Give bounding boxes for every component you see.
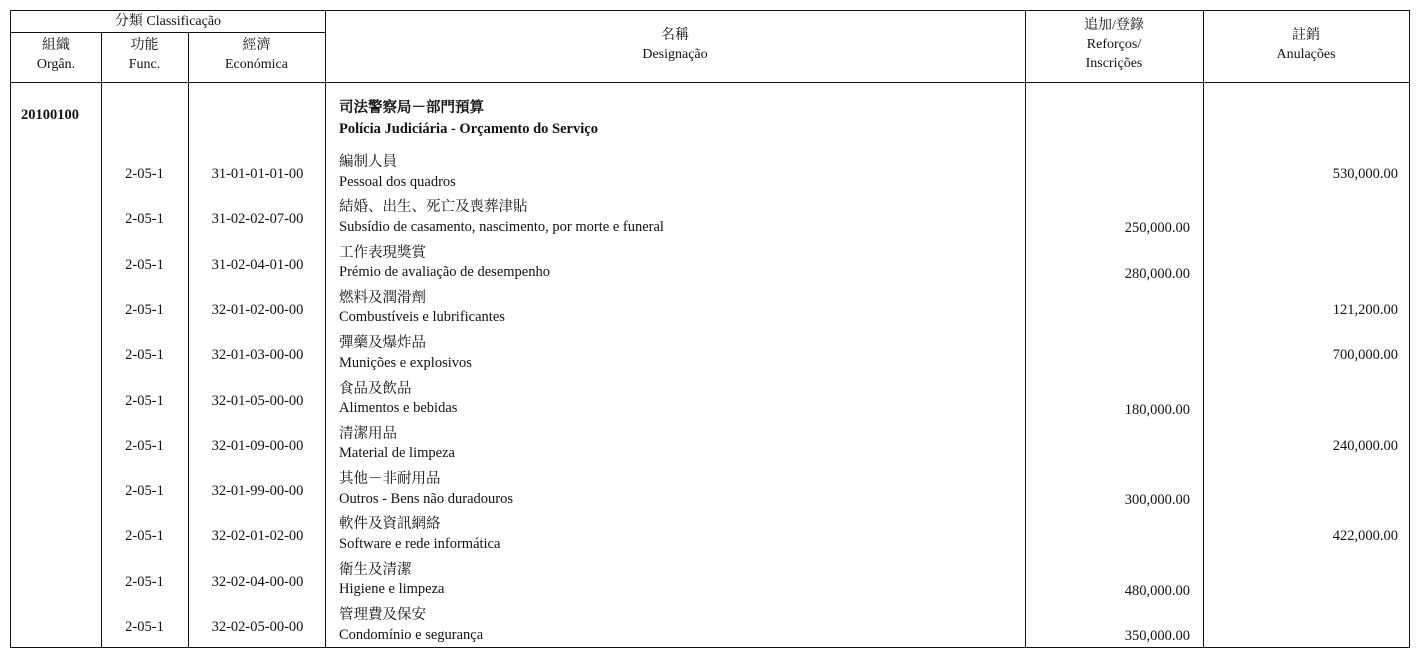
designation [339,470,1019,509]
reforcos-value: 480,000.00 [1124,582,1190,599]
func-code: 2-05-1 [125,211,164,228]
designation-zh: 彈藥及爆炸品 [339,335,426,352]
designation-zh: 清潔用品 [339,425,397,442]
designation [339,515,1019,554]
designation-zh: 結婚、出生、死亡及喪葬津貼 [339,199,528,216]
anulacoes-value: 530,000.00 [1332,166,1398,182]
designation-zh: 工作表現獎賞 [339,244,426,261]
econ-code: 32-01-09-00-00 [211,437,304,454]
econ-code: 32-01-03-00-00 [211,347,304,364]
reforcos-value: 250,000.00 [1124,220,1190,237]
table-row [11,198,1409,243]
func-code: 2-05-1 [125,256,164,273]
econ-code: 32-01-02-00-00 [211,301,304,318]
func-code: 2-05-1 [125,437,164,454]
designation-zh: 編制人員 [339,154,397,170]
func-code: 2-05-1 [125,301,164,318]
econ-code: 31-01-01-01-00 [211,166,304,182]
func-code: 2-05-1 [125,528,164,545]
designation [339,606,1019,645]
service-title: 司法警察局－部門預算 Polícia Judiciária - Orçamento do Serviço [339,100,598,137]
func-code: 2-05-1 [125,392,164,409]
designation-header: 名稱 Designação [642,28,708,62]
table-row [11,561,1409,606]
table-row [11,380,1409,425]
reforcos-value: 280,000.00 [1124,265,1190,282]
table-row [11,425,1409,470]
func-code: 2-05-1 [125,483,164,500]
econ-code: 31-02-02-07-00 [211,211,304,228]
designation-zh: 管理費及保安 [339,607,426,623]
designation [339,425,1019,464]
designation-pt: Condomínio e segurança [339,626,484,643]
designation [339,289,1019,328]
designation-pt: Software e rede informática [339,535,501,552]
header-divider [11,32,325,33]
designation-pt: Munições e explosivos [339,354,472,371]
header-bottom-line [11,82,1409,83]
reforcos-value: 180,000.00 [1124,401,1190,418]
func-header: 功能 Func. [128,38,161,72]
reforcos-value: 350,000.00 [1124,628,1190,644]
designation-pt: Combustíveis e lubrificantes [339,309,505,326]
econ-header: 經濟 Económica [225,38,288,72]
designation [339,198,1019,237]
designation [339,153,1019,192]
reforcos-value: 300,000.00 [1124,492,1190,509]
org-code: 20100100 [21,107,79,123]
designation-pt: Subsídio de casamento, nascimento, por morte e funeral [339,218,664,235]
func-code: 2-05-1 [125,619,164,635]
anulacoes-header: 註銷 Anulações [1276,28,1336,62]
designation-pt: Higiene e limpeza [339,581,445,598]
anulacoes-value: 121,200.00 [1332,301,1398,318]
anulacoes-value: 700,000.00 [1332,347,1398,364]
table-row [11,244,1409,289]
table-row [11,606,1409,651]
designation-pt: Material de limpeza [339,445,455,462]
designation [339,244,1019,283]
designation-pt: Alimentos e bebidas [339,400,458,416]
designation-zh: 燃料及潤滑劑 [339,289,426,306]
designation-zh: 其他－非耐用品 [339,471,441,488]
econ-code: 32-01-05-00-00 [211,392,304,409]
econ-code: 32-02-01-02-00 [211,528,304,545]
table-row [11,153,1409,198]
table-row [11,470,1409,515]
econ-code: 32-02-05-00-00 [211,619,304,635]
designation [339,380,1019,419]
designation-pt: Outros - Bens não duradouros [339,490,513,507]
designation-zh: 食品及飲品 [339,380,412,397]
designation-zh: 軟件及資訊網絡 [339,516,441,533]
designation-zh: 衛生及清潔 [339,561,412,578]
func-code: 2-05-1 [125,166,164,182]
reforcos-header: 追加/登錄 Reforços/ Inscrições [1084,18,1144,71]
anulacoes-value: 422,000.00 [1332,528,1398,545]
budget-table [10,10,1410,648]
econ-code: 31-02-04-01-00 [211,256,304,273]
func-code: 2-05-1 [125,573,164,590]
func-code: 2-05-1 [125,347,164,364]
table-row [11,289,1409,334]
table-row [11,334,1409,379]
econ-code: 32-01-99-00-00 [211,483,304,500]
org-header: 組織 Orgân. [36,38,76,72]
table-row [11,515,1409,560]
designation [339,334,1019,373]
econ-code: 32-02-04-00-00 [211,573,304,590]
designation-pt: Pessoal dos quadros [339,173,456,190]
designation-pt: Prémio de avaliação de desempenho [339,264,550,281]
anulacoes-value: 240,000.00 [1332,437,1398,454]
classification-header: 分類 Classificação [114,14,222,29]
designation [339,561,1019,600]
